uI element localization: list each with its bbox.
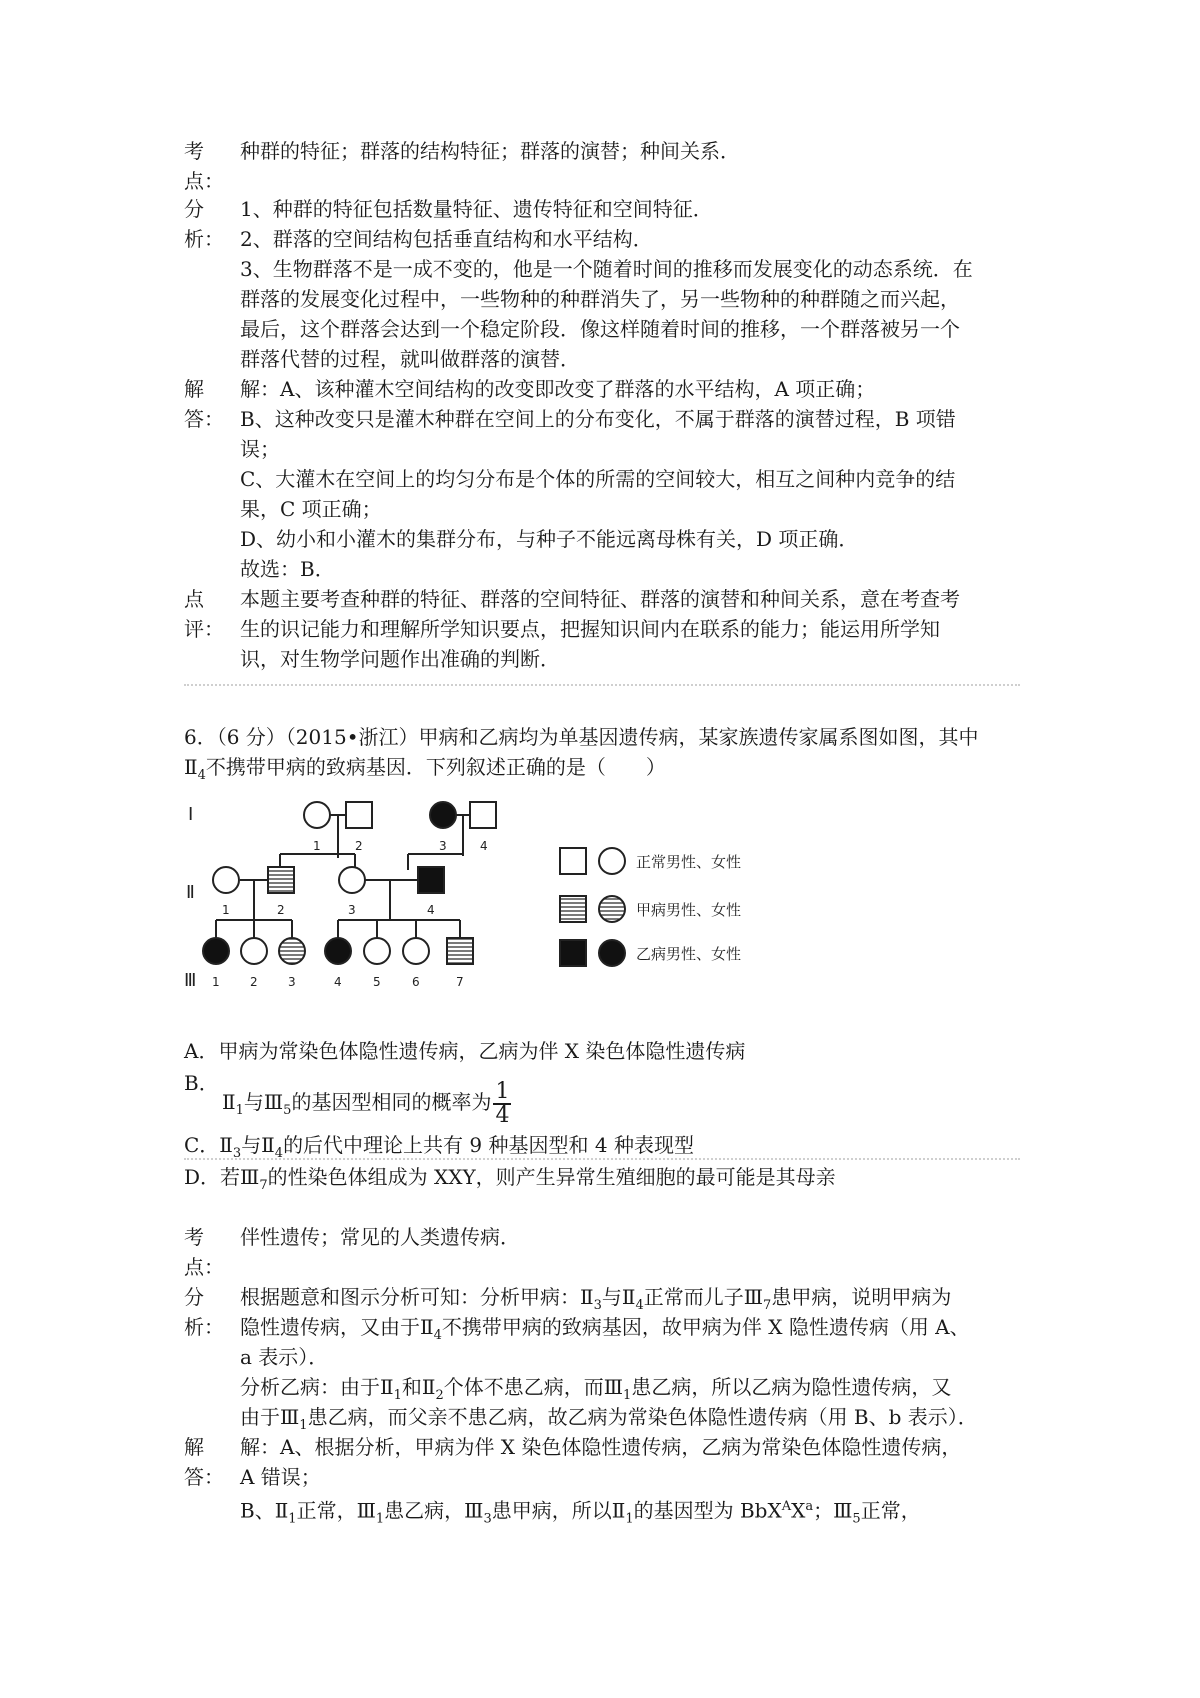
fenxi-line: 由于$Ⅲ_1$患乙病，而父亲不患乙病，故乙病为常染色体隐性遗传病（用 B、b 表示）． (240, 1405, 978, 1433)
jieda-line: C、大灌木在空间上的均匀分布是个体的所需的空间较大，相互之间种内竞争的结 (240, 467, 956, 491)
fenxi-label-1b: 析： (184, 227, 224, 251)
generation-label: Ⅰ (188, 804, 194, 825)
individual-II-1 (213, 867, 239, 893)
jieda-line: 误； (240, 437, 280, 461)
dianping-line: 生的识记能力和理解所学知识要点，把握知识间内在联系的能力；能运用所学知 (240, 617, 940, 641)
fenxi-line: 根据题意和图示分析可知：分析甲病：$Ⅱ_3$与$Ⅱ_4$正常而儿子$Ⅲ_7$患甲病，说明甲病为 (240, 1285, 952, 1313)
individual-III-2 (241, 938, 267, 964)
option-b: $Ⅱ_1$与$Ⅲ_5$的基因型相同的概率为 $\frac{1}{4}$ (222, 1078, 510, 1128)
individual-number: 3 (348, 903, 356, 917)
legend-yi-female (599, 940, 625, 966)
kaodian-text-2: 伴性遗传；常见的人类遗传病． (240, 1225, 520, 1249)
individual-number: 1 (212, 975, 220, 989)
kaodian-label-2a: 考 (184, 1225, 204, 1249)
individual-II-4 (418, 867, 444, 893)
jieda-label-2a: 解 (184, 1435, 204, 1459)
individual-III-6 (403, 938, 429, 964)
fenxi-line: 最后，这个群落会达到一个稳定阶段．像这样随着时间的推移，一个群落被另一个 (240, 317, 960, 341)
individual-number: 2 (277, 903, 285, 917)
kaodian-text-1: 种群的特征；群落的结构特征；群落的演替；种间关系． (240, 139, 740, 163)
individual-III-4 (325, 938, 351, 964)
jieda-line: 故选：B． (240, 557, 335, 581)
legend-jia-male (560, 896, 586, 922)
jieda-line: A 错误； (240, 1465, 321, 1489)
jieda-line: D、幼小和小灌木的集群分布，与种子不能远离母株有关，D 项正确． (240, 527, 859, 551)
individual-number: 5 (373, 975, 381, 989)
legend-label: 甲病男性、女性 (636, 901, 742, 919)
fenxi-line: a 表示）． (240, 1345, 329, 1369)
individual-II-3 (339, 867, 365, 893)
fenxi-line: 群落代替的过程，就叫做群落的演替． (240, 347, 580, 371)
fenxi-label-2b: 析： (184, 1315, 224, 1339)
dianping-label-a: 点 (184, 587, 204, 611)
legend-normal-male (560, 848, 586, 874)
individual-III-1 (203, 938, 229, 964)
individual-number: 7 (456, 975, 464, 989)
fenxi-label-2a: 分 (184, 1285, 204, 1309)
individual-I-3 (430, 802, 456, 828)
jieda-label-2b: 答： (184, 1465, 224, 1489)
fenxi-line: 2、群落的空间结构包括垂直结构和水平结构． (240, 227, 653, 251)
option-divider (184, 1158, 1020, 1160)
fenxi-line: 1、种群的特征包括数量特征、遗传特征和空间特征． (240, 197, 713, 221)
kaodian-label-1a: 考 (184, 139, 204, 163)
question-stem-line1: 6．（6 分）（2015•浙江）甲病和乙病均为单基因遗传病，某家族遗传家属系图如图，其中 (184, 725, 979, 749)
fenxi-line: 分析乙病：由于$Ⅱ_1$和$Ⅱ_2$个体不患乙病，而$Ⅲ_1$患乙病，所以乙病为隐性遗传病，又 (240, 1375, 952, 1403)
jieda-label-1b: 答： (184, 407, 224, 431)
generation-label: Ⅱ (186, 882, 195, 903)
individual-I-4 (470, 802, 496, 828)
legend-jia-female (599, 896, 625, 922)
jieda-line: B、这种改变只是灌木种群在空间上的分布变化，不属于群落的演替过程，B 项错 (240, 407, 956, 431)
fraction-one-quarter: $\frac{1}{4}$ (495, 1078, 510, 1128)
option-a: A．甲病为常染色体隐性遗传病，乙病为伴 X 染色体隐性遗传病 (184, 1039, 746, 1063)
individual-number: 1 (222, 903, 230, 917)
dianping-line: 识，对生物学问题作出准确的判断． (240, 647, 560, 671)
option-b-letter: B． (184, 1071, 219, 1095)
question-stem-line2: $Ⅱ_4$不携带甲病的致病基因．下列叙述正确的是（ ） (184, 755, 666, 783)
fenxi-line: 群落的发展变化过程中，一些物种的种群消失了，另一些物种的种群随之而兴起， (240, 287, 960, 311)
individual-II-2 (268, 867, 294, 893)
kaodian-label-1b: 点： (184, 169, 224, 193)
option-c: C．$Ⅱ_3$与$Ⅱ_4$的后代中理论上共有 9 种基因型和 4 种表现型 (184, 1133, 694, 1161)
individual-III-7 (447, 938, 473, 964)
individual-number: 4 (427, 903, 435, 917)
individual-number: 3 (439, 839, 447, 853)
individual-number: 6 (412, 975, 420, 989)
individual-number: 3 (288, 975, 296, 989)
individual-number: 4 (480, 839, 488, 853)
individual-number: 2 (355, 839, 363, 853)
legend-label: 正常男性、女性 (636, 853, 742, 871)
fenxi-line: 隐性遗传病，又由于$Ⅱ_4$不携带甲病的致病基因，故甲病为伴 X 隐性遗传病（用 A、 (240, 1315, 970, 1343)
legend-yi-male (560, 940, 586, 966)
section-divider (184, 684, 1020, 686)
individual-III-5 (364, 938, 390, 964)
dianping-line: 本题主要考查种群的特征、群落的空间特征、群落的演替和种间关系，意在考查考 (240, 587, 960, 611)
jieda-line: 解：A、该种灌木空间结构的改变即改变了群落的水平结构，A 项正确； (240, 377, 876, 401)
jieda-line: 果，C 项正确； (240, 497, 382, 521)
fenxi-label-1a: 分 (184, 197, 204, 221)
individual-III-3 (279, 938, 305, 964)
pedigree-diagram (180, 790, 780, 1030)
legend-normal-female (599, 848, 625, 874)
individual-number: 4 (334, 975, 342, 989)
legend-label: 乙病男性、女性 (636, 945, 742, 963)
generation-label: Ⅲ (184, 970, 197, 991)
kaodian-label-2b: 点： (184, 1255, 224, 1279)
option-d: D．若$Ⅲ_7$的性染色体组成为 XXY，则产生异常生殖细胞的最可能是其母亲 (184, 1165, 836, 1193)
individual-number: 2 (250, 975, 258, 989)
dianping-label-b: 评： (184, 617, 224, 641)
jieda-line: 解：A、根据分析，甲病为伴 X 染色体隐性遗传病，乙病为常染色体隐性遗传病， (240, 1435, 962, 1459)
jieda-line: B、$Ⅱ_1$正常，$Ⅲ_1$患乙病，$Ⅲ_3$患甲病，所以$Ⅱ_1$的基因型为 $BbX^AX^a$；$Ⅲ_5$正常， (240, 1498, 921, 1527)
individual-number: 1 (313, 839, 321, 853)
fenxi-line: 3、生物群落不是一成不变的，他是一个随着时间的推移而发展变化的动态系统．在 (240, 257, 973, 281)
individual-I-1 (304, 802, 330, 828)
individual-I-2 (346, 802, 372, 828)
jieda-label-1a: 解 (184, 377, 204, 401)
